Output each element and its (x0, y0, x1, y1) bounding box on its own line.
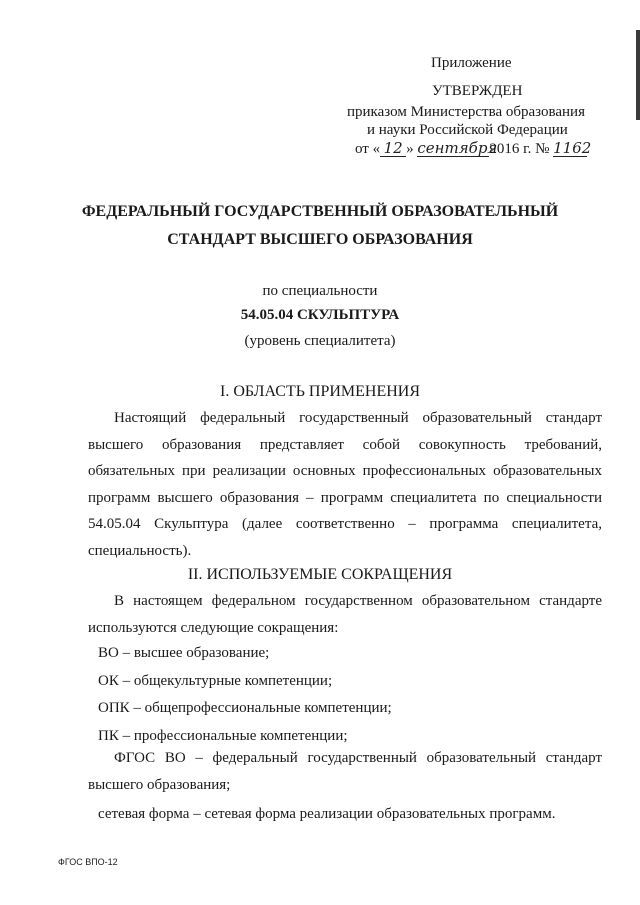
abbrev-item-vo: ВО – высшее образование; (98, 645, 270, 661)
abbrev-item-opk: ОПК – общепрофессиональные компетенции; (98, 700, 392, 716)
abbrev-item-fgos: ФГОС ВО – федеральный государственный образовательный стандарт высшего образования; (88, 750, 602, 793)
title-line-1: ФЕДЕРАЛЬНЫЙ ГОСУДАРСТВЕННЫЙ ОБРАЗОВАТЕЛЬНЫЙ (81, 203, 559, 220)
order-line-1: приказом Министерства образования (347, 104, 585, 120)
title-line-2: СТАНДАРТ ВЫСШЕГО ОБРАЗОВАНИЯ (167, 231, 473, 248)
abbrev-item-ok: ОК – общекультурные компетенции; (98, 673, 333, 689)
section-1-heading: I. ОБЛАСТЬ ПРИМЕНЕНИЯ (219, 383, 421, 400)
section-2-intro: В настоящем федеральном государственном образовательном стандарте используются следующие сокращения: (88, 593, 602, 636)
specialty-name: 54.05.04 СКУЛЬПТУРА (240, 307, 400, 323)
scan-edge-mark (636, 30, 640, 120)
order-line-2: и науки Российской Федерации (367, 122, 568, 138)
year-text: 2016 г. № (489, 141, 550, 157)
specialty-level: (уровень специалитета) (244, 333, 396, 349)
abbrev-item-network: сетевая форма – сетевая форма реализации образовательных программ. (98, 806, 556, 822)
date-prefix: от « (355, 141, 381, 157)
handwritten-day: 12 (380, 140, 406, 157)
date-mid: » (406, 141, 414, 157)
footer-code: ФГОС ВПО-12 (58, 857, 118, 867)
document-title (0, 198, 640, 254)
order-date-line (355, 139, 592, 158)
appendix-label: Приложение (431, 55, 512, 71)
abbrev-item-pk: ПК – профессиональные компетенции; (98, 728, 348, 744)
approved-label: УТВЕРЖДЕН (432, 83, 523, 99)
section-2-heading: II. ИСПОЛЬЗУЕМЫЕ СОКРАЩЕНИЯ (187, 566, 453, 583)
specialty-prefix: по специальности (262, 283, 378, 299)
section-1-text: Настоящий федеральный государственный образовательный стандарт высшего образования представляет собой совокупность требований, обязательных при реализации основных профессиональных образовательных программ высшего образования – программ специалитета по специальности 54.05.04 Скульптура (далее соответственно – программа специалитета, специальность). (88, 410, 602, 559)
handwritten-month: сентября (417, 139, 498, 157)
handwritten-number: 1162 (553, 139, 592, 157)
